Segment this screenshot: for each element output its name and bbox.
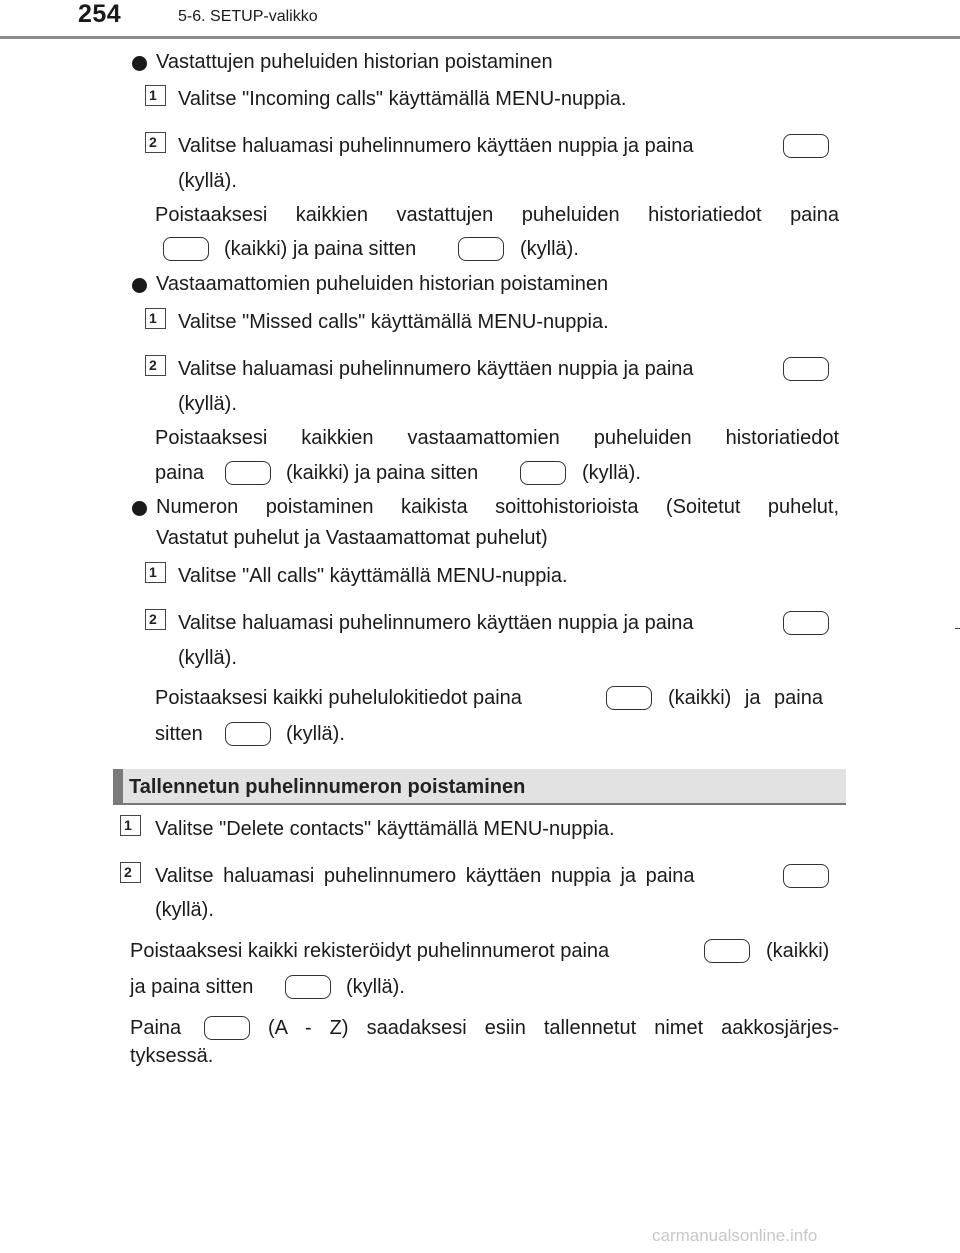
yes-button-icon	[225, 722, 271, 746]
s1-title: Vastattujen puheluiden historian poistaminen	[156, 51, 553, 73]
yes-button-icon	[783, 134, 829, 158]
s2-step2a: Valitse haluamasi puhelinnumero käyttäen nuppia ja paina	[178, 358, 694, 380]
s3-note-b1: (kyllä).	[286, 723, 345, 745]
section-heading	[113, 769, 846, 805]
yes-button-icon	[458, 237, 504, 261]
s2-title: Vastaamattomien puheluiden historian poistaminen	[156, 273, 609, 295]
s4-note1-b1: (kyllä).	[346, 976, 405, 998]
yes-button-icon	[520, 461, 566, 485]
s3-title-a: Numeron poistaminen kaikista soittohistorioista (Soitetut puhelut,	[156, 496, 839, 518]
s2-note-b1: (kaikki) ja paina sitten	[286, 462, 479, 484]
s4-step2b: (kyllä).	[155, 899, 214, 921]
s2-note-b0: paina	[155, 462, 204, 484]
bullet-icon	[132, 56, 147, 71]
step-2-marker: 2	[145, 355, 166, 376]
s2-note-b2: (kyllä).	[582, 462, 641, 484]
s4-step1: Valitse "Delete contacts" käyttämällä MENU-nuppia.	[155, 818, 615, 840]
heading-bar	[113, 769, 123, 803]
all-button-icon	[704, 939, 750, 963]
s3-note-a1: Poistaaksesi kaikki puhelulokitiedot paina	[155, 687, 522, 709]
s4-note2-b: tyksessä.	[130, 1045, 214, 1067]
s4-note2-a0: Paina	[130, 1017, 182, 1039]
s1-step2a: Valitse haluamasi puhelinnumero käyttäen nuppia ja paina	[178, 135, 694, 157]
step-2-marker: 2	[120, 862, 141, 883]
s3-step1: Valitse "All calls" käyttämällä MENU-nuppia.	[178, 565, 568, 587]
s2-note-a: Poistaaksesi kaikkien vastaamattomien puheluiden historiatiedot	[155, 427, 839, 449]
section-heading-text: Tallennetun puhelinnumeron poistaminen	[129, 776, 526, 798]
yes-button-icon	[783, 611, 829, 635]
margin-tick	[955, 628, 960, 629]
yes-button-icon	[285, 975, 331, 999]
s4-note2-a1: (A - Z) saadaksesi esiin tallennetut nimet aakkosjärjes-	[268, 1017, 839, 1039]
s3-note-a2: (kaikki) ja paina	[668, 687, 823, 709]
bullet-icon	[132, 278, 147, 293]
all-button-icon	[225, 461, 271, 485]
yes-button-icon	[783, 357, 829, 381]
all-button-icon	[163, 237, 209, 261]
s1-step2b: (kyllä).	[178, 170, 237, 192]
s4-note1-a1: Poistaaksesi kaikki rekisteröidyt puhelinnumerot paina	[130, 940, 610, 962]
step-1-marker: 1	[145, 85, 166, 106]
all-button-icon	[606, 686, 652, 710]
s4-note1-a2: (kaikki)	[766, 940, 830, 962]
step-2-marker: 2	[145, 132, 166, 153]
az-button-icon	[204, 1016, 250, 1040]
s3-step2a: Valitse haluamasi puhelinnumero käyttäen nuppia ja paina	[178, 612, 694, 634]
step-2-marker: 2	[145, 609, 166, 630]
step-1-marker: 1	[145, 562, 166, 583]
yes-button-icon	[783, 864, 829, 888]
step-1-marker: 1	[145, 308, 166, 329]
s1-step1: Valitse "Incoming calls" käyttämällä MENU-nuppia.	[178, 88, 627, 110]
s1-note-b2: (kyllä).	[520, 238, 579, 260]
s3-note-b0: sitten	[155, 723, 203, 745]
section-title: 5-6. SETUP-valikko	[178, 8, 318, 25]
s1-note-b1: (kaikki) ja paina sitten	[224, 238, 417, 260]
header-rule	[0, 36, 960, 39]
s4-note1-b0: ja paina sitten	[130, 976, 254, 998]
s2-step1: Valitse "Missed calls" käyttämällä MENU-nuppia.	[178, 311, 609, 333]
s2-step2b: (kyllä).	[178, 393, 237, 415]
step-1-marker: 1	[120, 815, 141, 836]
s3-step2b: (kyllä).	[178, 647, 237, 669]
watermark: carmanualsonline.info	[652, 1226, 818, 1245]
s3-title-b: Vastatut puhelut ja Vastaamattomat puhelut)	[156, 527, 548, 549]
page-number: 254	[78, 0, 122, 28]
s1-note-a: Poistaaksesi kaikkien vastattujen puheluiden historiatiedot paina	[155, 204, 839, 226]
bullet-icon	[132, 501, 147, 516]
s4-step2a: Valitse haluamasi puhelinnumero käyttäen nuppia ja paina	[155, 865, 695, 887]
